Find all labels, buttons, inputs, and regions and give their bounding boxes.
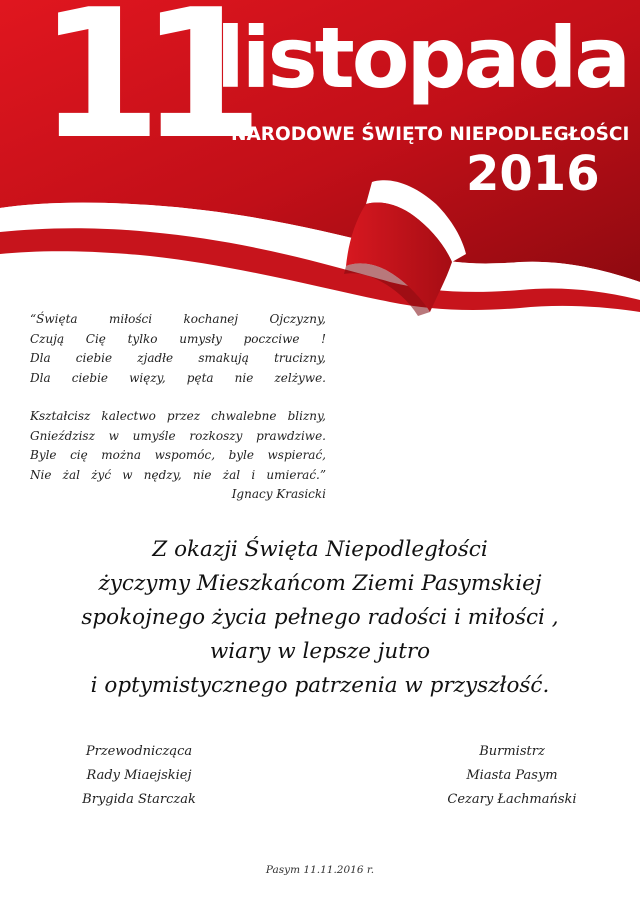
signature-body: Miasta Pasym	[466, 768, 558, 783]
poem-quote	[30, 310, 326, 505]
greeting-text	[0, 533, 640, 703]
signature-title: Przewodnicząca	[85, 744, 193, 759]
poem-line: Czują Cię tylko umysły poczciwe !	[30, 331, 326, 346]
poem-line: Nie żal żyć w nędzy, nie żal i umierać.”	[30, 467, 326, 482]
poem-line: Dla ciebie zjadłe smakują trucizny,	[30, 351, 326, 365]
signature-person: Brygida Starczak	[82, 792, 196, 807]
greeting-line: i optymistycznego patrzenia w przyszłość.	[90, 673, 550, 698]
greeting-line: Z okazji Święta Niepodległości	[152, 537, 488, 562]
month-name: listopada	[216, 9, 629, 107]
signature-person: Cezary Łachmański	[447, 792, 577, 807]
signature-left	[64, 740, 214, 812]
greeting-line: spokojnego życia pełnego radości i miłości ,	[81, 605, 559, 630]
signature-title: Burmistrz	[479, 744, 545, 759]
poem-line: Gnieździsz w umyśle rozkoszy prawdziwe.	[30, 428, 326, 443]
holiday-subtitle: NARODOWE ŚWIĘTO NIEPODLEGŁOŚCI	[231, 124, 630, 145]
signature-right	[432, 740, 592, 812]
poem-line: “Święta miłości kochanej Ojczyzny,	[30, 312, 326, 326]
year: 2016	[466, 146, 600, 202]
stanza-gap	[30, 388, 326, 407]
poem-author: Ignacy Krasicki	[231, 487, 326, 501]
greeting-line: życzymy Mieszkańcom Ziemi Pasymskiej	[98, 571, 542, 596]
poem-line: Byle cię można wspomóc, byle wspierać,	[30, 448, 326, 462]
header-banner	[0, 0, 640, 330]
signature-body: Rady Miaejskiej	[86, 768, 192, 783]
poem-line: Kształcisz kalectwo przez chwalebne blizny,	[30, 409, 326, 423]
place-and-date: Pasym 11.11.2016 r.	[265, 864, 375, 876]
day-number: 11	[38, 0, 242, 178]
greeting-line: wiary w lepsze jutro	[209, 639, 431, 664]
poem-line: Dla ciebie więzy, pęta nie zelżywe.	[30, 370, 326, 385]
